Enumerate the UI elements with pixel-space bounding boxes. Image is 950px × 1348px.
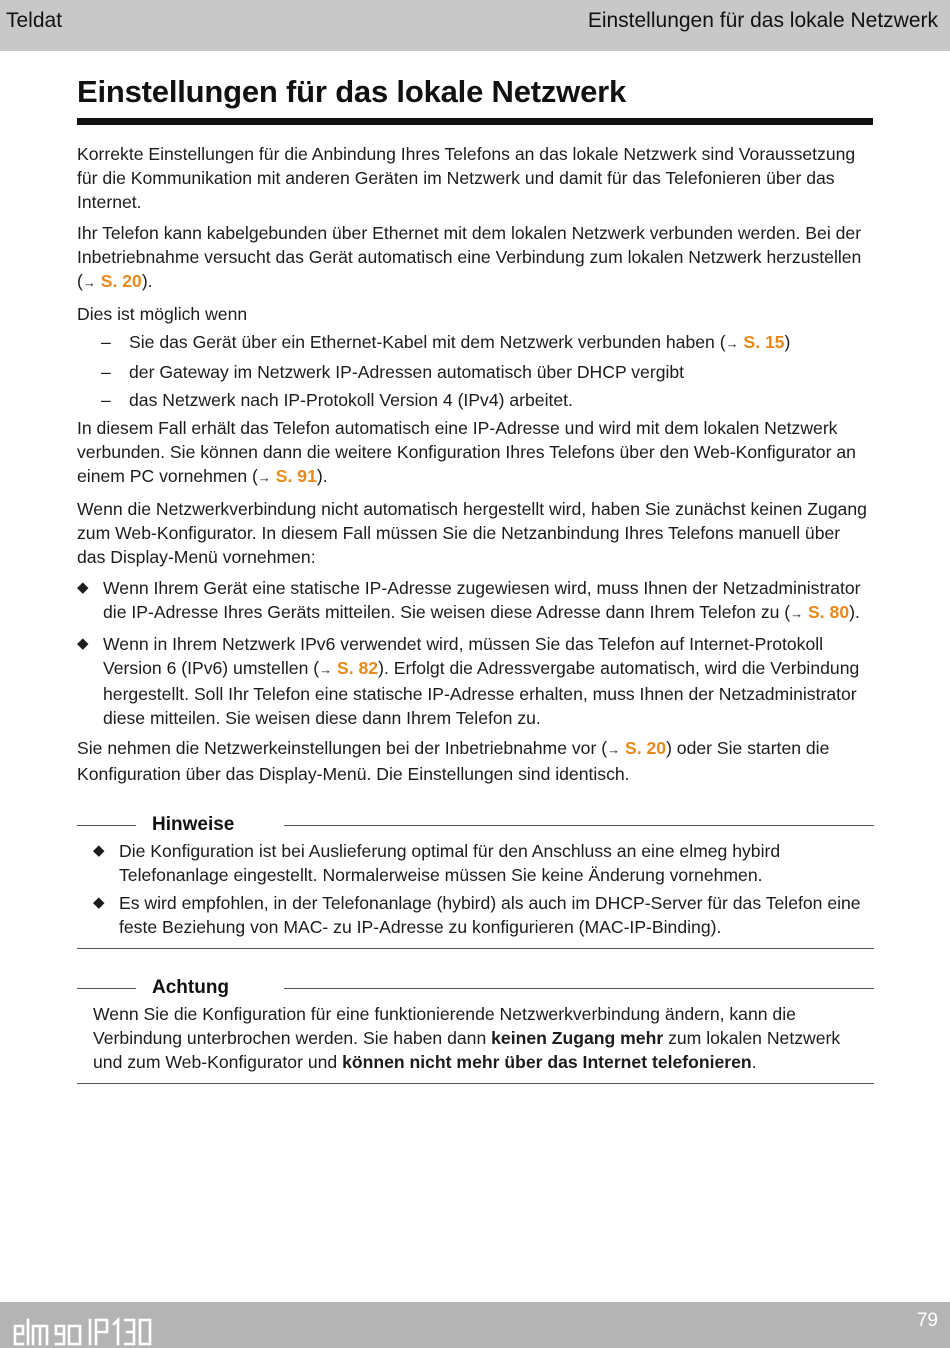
conditions-list [77,330,873,412]
arrow-icon: → [257,470,271,485]
dash-icon: – [101,390,111,410]
elmeg-ip130-logo [12,1312,152,1346]
diamond-bullet-icon: ◆ [93,894,105,911]
page-link-s20[interactable]: S. 20 [100,271,142,291]
arrow-icon: → [790,606,804,621]
dash-icon: – [101,332,111,352]
conditions-intro: Dies ist möglich wenn [77,304,248,324]
ethernet-paragraph: Ihr Telefon kann kabelgebunden über Ethernet mit dem lokalen Netzwerk verbunden werden. Bei der Inbetriebnahme versucht das Gerät automatisch eine Verbindung zum lokalen Netzwerk herzustellen (→ S. 20). [77,223,862,291]
list-item: – Sie das Gerät über ein Ethernet-Kabel mit dem Netzwerk verbunden haben (→ S. 15) [101,332,791,352]
page-header [0,0,950,51]
header-section-title: Einstellungen für das lokale Netzwerk [587,9,938,32]
hinweise-box [77,813,874,949]
manual-config-list [77,576,873,730]
list-item: ◆ Die Konfiguration ist bei Auslieferung optimal für den Anschluss an eine elmeg hybird Telefonanlage eingestellt. Normalerweise müssen Sie keine Änderung vornehmen. [93,841,781,885]
divider [77,1083,874,1084]
arrow-icon: → [725,336,739,351]
warning-emphasis: können nicht mehr über das Internet telefonieren [342,1052,752,1072]
dash-icon: – [101,362,111,382]
list-item: – der Gateway im Netzwerk IP-Adressen automatisch über DHCP vergibt [101,362,685,382]
warning-emphasis: keinen Zugang mehr [491,1028,664,1048]
page-footer [0,1302,950,1348]
arrow-icon: → [319,662,333,677]
auto-config-paragraph: In diesem Fall erhält das Telefon automatisch eine IP-Adresse und wird mit dem lokalen Netzwerk verbunden. Sie können dann die weitere Konfiguration Ihres Telefons über den Web-Konfigurator an einem PC vornehmen (→ S. 91). [77,418,856,486]
page-number: 79 [916,1310,938,1331]
intro-paragraph: Korrekte Einstellungen für die Anbindung Ihres Telefons an das lokale Netzwerk sind Voraussetzung für die Kommunikation mit anderen Geräten im Netzwerk und damit für das Telefonieren über das Internet. [77,144,856,212]
achtung-body: Wenn Sie die Konfiguration für eine funktionierende Netzwerkverbindung ändern, kann die Verbindung unterbrochen werden. Sie haben dann keinen Zugang mehr zum lokalen Netzwerk und zum Web-Konfigurator und können nicht mehr über das Internet telefonieren. [93,1004,841,1072]
summary-paragraph: Sie nehmen die Netzwerkeinstellungen bei der Inbetriebnahme vor (→ S. 20) oder Sie starten die Konfiguration über das Display-Menü. Die Einstellungen sind identisch. [77,738,830,784]
diamond-bullet-icon: ◆ [93,842,105,859]
arrow-icon: → [607,742,621,757]
achtung-heading: Achtung [152,977,230,998]
title-rule [77,118,873,125]
page-link-s91[interactable]: S. 91 [275,466,317,486]
header-brand: Teldat [6,9,63,32]
page-title: Einstellungen für das lokale Netzwerk [77,74,627,109]
page-link-s82[interactable]: S. 82 [337,658,379,678]
hinweise-list [93,839,874,939]
divider [284,825,874,826]
brand-logo [12,1312,152,1348]
page-link-s80[interactable]: S. 80 [808,602,850,622]
page-link-s20[interactable]: S. 20 [624,738,667,758]
list-item: – das Netzwerk nach IP-Protokoll Version 4 (IPv4) arbeitet. [101,390,573,410]
hinweise-heading: Hinweise [152,814,235,835]
divider [284,988,874,989]
arrow-icon: → [82,275,96,290]
divider [77,825,136,826]
page-link-s15[interactable]: S. 15 [743,332,785,352]
list-item: ◆ Es wird empfohlen, in der Telefonanlage (hybird) als auch im DHCP-Server für das Telefon eine feste Beziehung von MAC- zu IP-Adresse zu konfigurieren (MAC-IP-Binding). [93,893,861,937]
list-item: ◆ Wenn Ihrem Gerät eine statische IP-Adresse zugewiesen wird, muss Ihnen der Netzadministrator die IP-Adresse Ihres Geräts mitteilen. Sie weisen diese Adresse dann Ihrem Telefon zu (→ S. 80). [77,578,861,622]
manual-config-paragraph: Wenn die Netzwerkverbindung nicht automatisch hergestellt wird, haben Sie zunächst keinen Zugang zum Web-Konfigurator. In diesem Fall müssen Sie die Netzanbindung Ihres Telefons manuell über das Display-Menü vornehmen: [77,499,867,567]
main-content [77,142,873,793]
diamond-bullet-icon: ◆ [77,635,89,652]
list-item: ◆ Wenn in Ihrem Netzwerk IPv6 verwendet wird, müssen Sie das Telefon auf Internet-Protokoll Version 6 (IPv6) umstellen (→ S. 82). Erfolgt die Adressvergabe automatisch, wird die Verbindung hergestellt. Soll Ihr Telefon eine statische IP-Adresse erhalten, muss Ihnen der Netzadministrator diese mitteilen. Sie weisen diese dann Ihrem Telefon zu. [77,634,860,728]
achtung-box [77,976,874,1085]
hinweise-body [93,839,874,945]
diamond-bullet-icon: ◆ [77,579,89,596]
divider [77,948,874,949]
divider [77,988,136,989]
